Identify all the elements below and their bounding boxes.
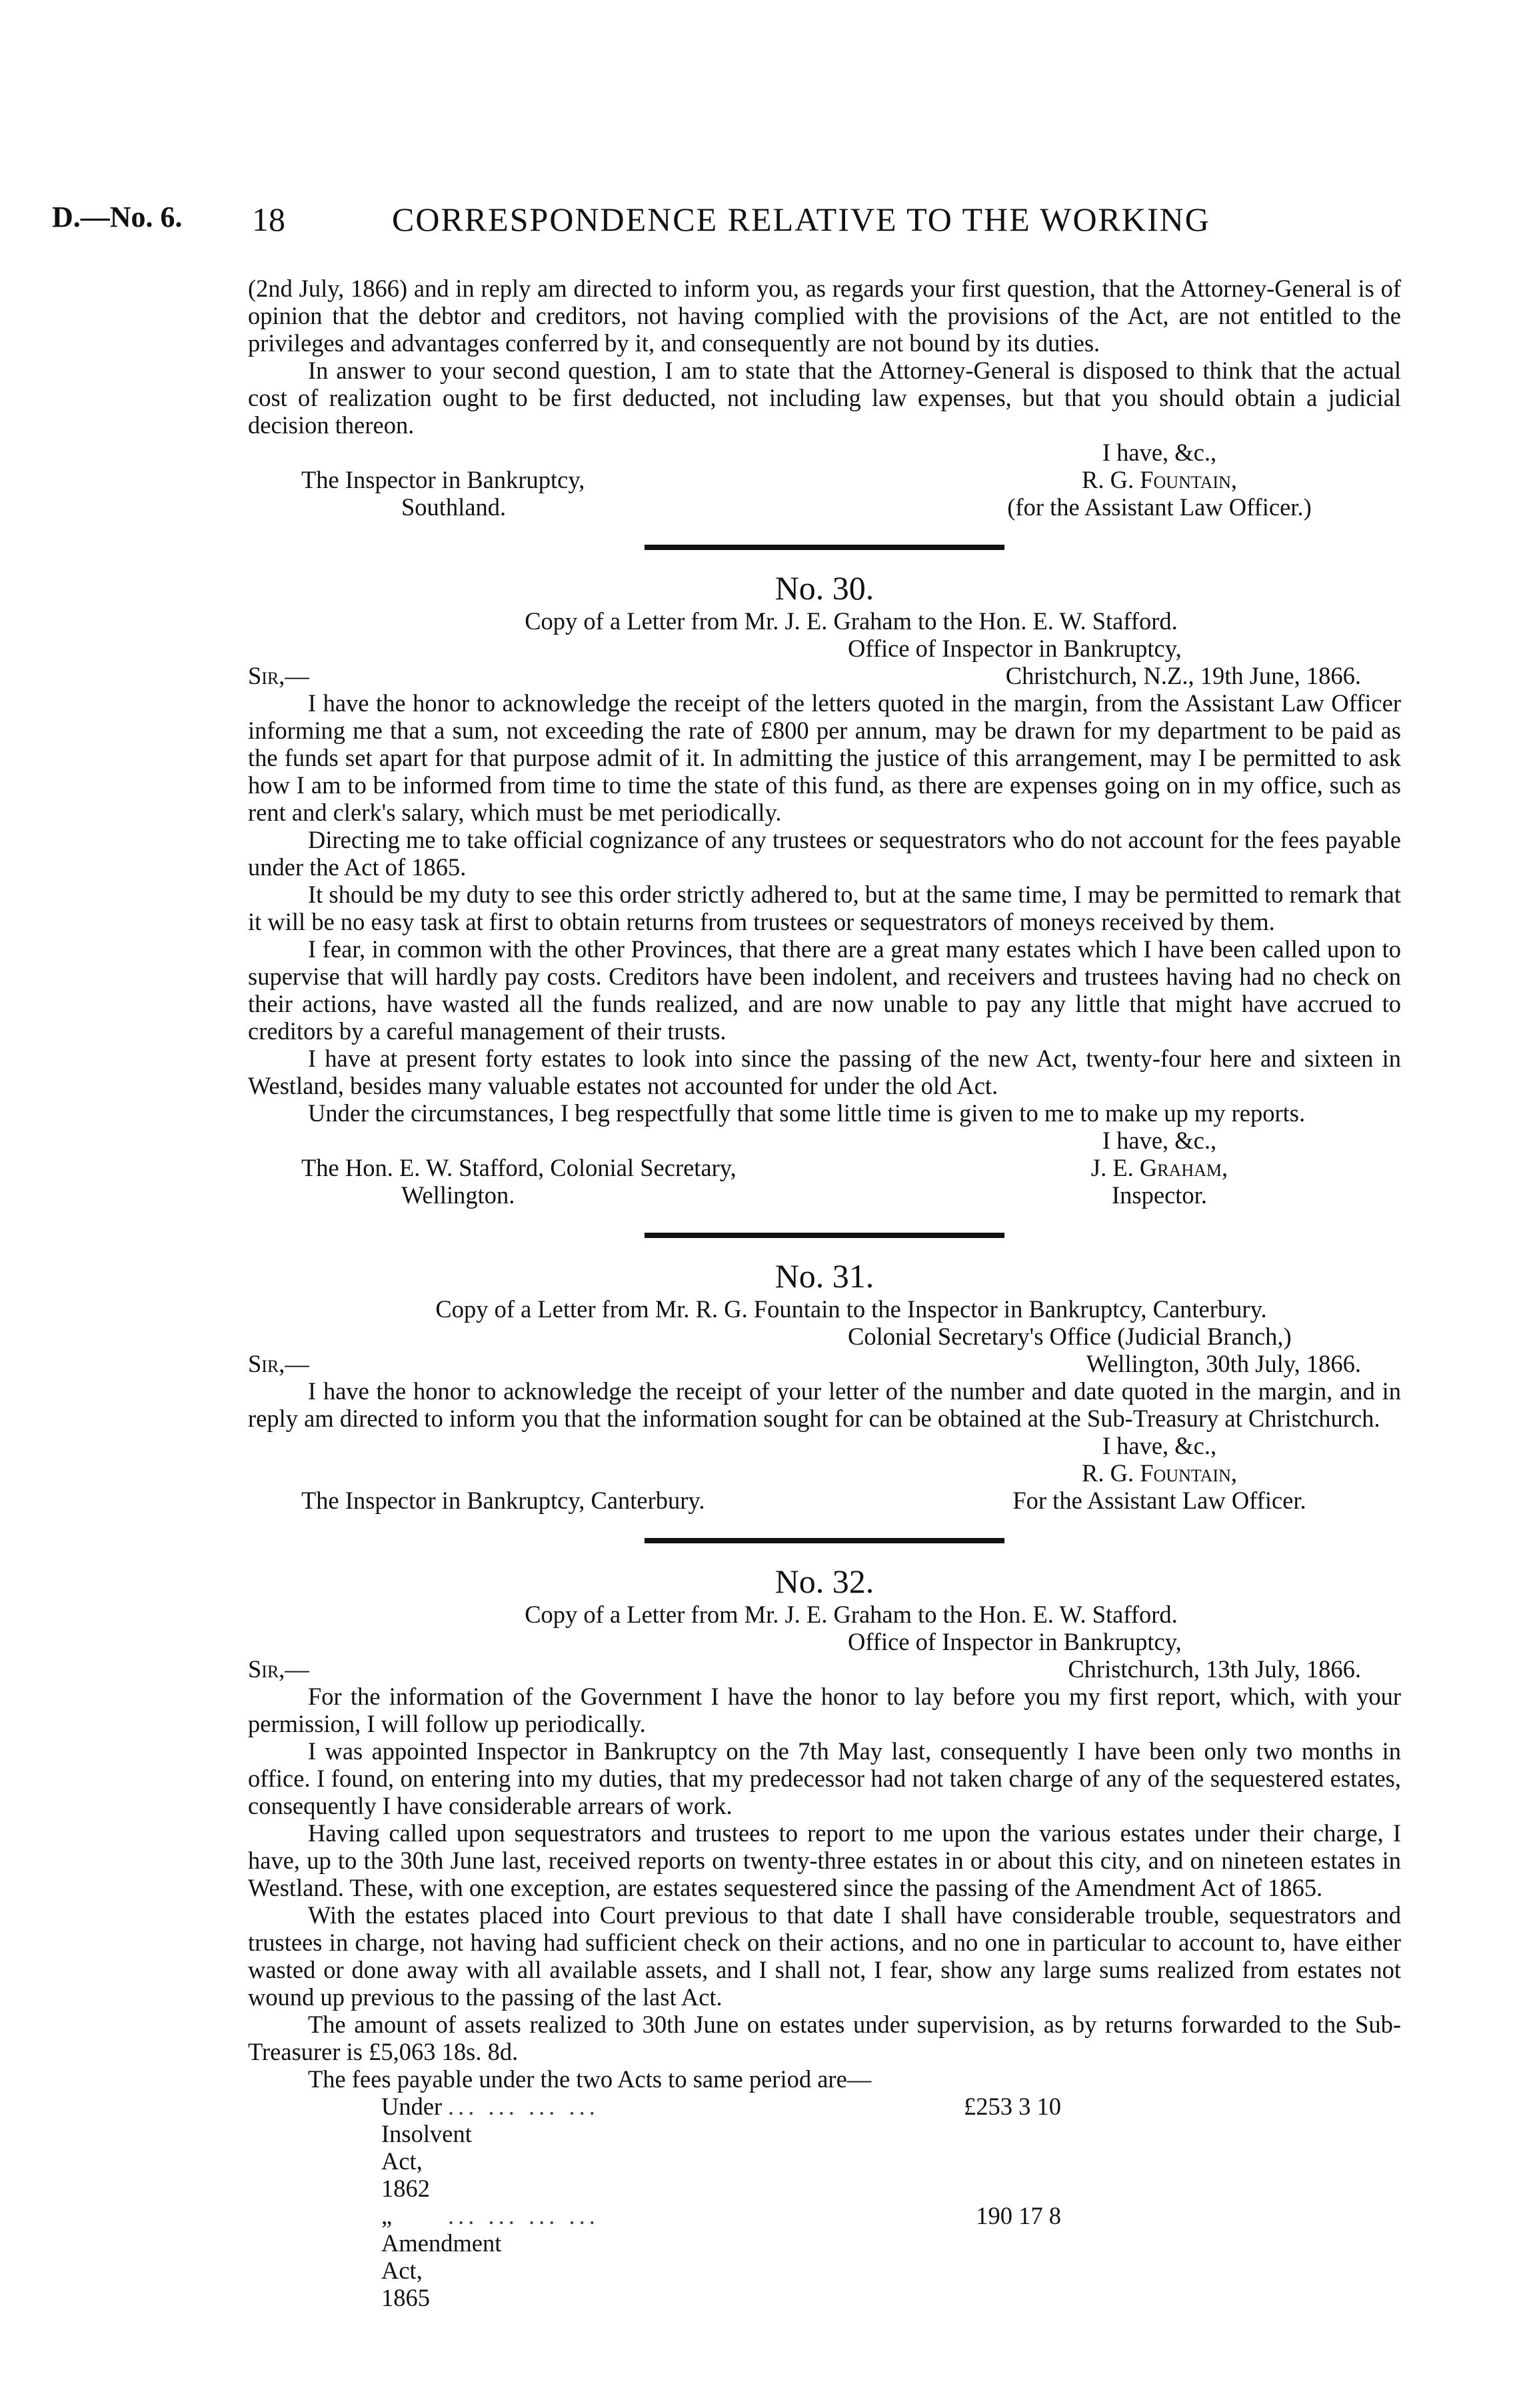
salutation: Sir,— xyxy=(248,1350,309,1377)
addressee-line: The Inspector in Bankruptcy, xyxy=(301,466,585,493)
paragraph: Under the circumstances, I beg respectfully that some little time is given to me to make up my reports. xyxy=(308,1099,1306,1127)
page-number: 18 xyxy=(252,201,285,238)
salutation-line xyxy=(248,1655,1401,1683)
signatory: R. G. Fountain, xyxy=(1082,1459,1237,1487)
signature-block xyxy=(248,439,1401,521)
letter-number: No. 32. xyxy=(774,1563,874,1600)
signature-block xyxy=(248,1432,1401,1514)
document-body xyxy=(248,275,1401,2311)
signatory-role: For the Assistant Law Officer. xyxy=(1012,1487,1306,1514)
paragraph: With the estates placed into Court previous to that date I shall have considerable trouble, sequestrators and trustees in charge, not having had sufficient check on their actions, and no one in particular to account to, have either wasted or done away with all available assets, and I shall not, I fear, show any large sums realized from estates not wound up previous to the passing of the last Act. xyxy=(248,1901,1401,2011)
letter-title: Copy of a Letter from Mr. J. E. Graham to the Hon. E. W. Stafford. xyxy=(525,1601,1178,1628)
letter-office: Colonial Secretary's Office (Judicial Branch,) xyxy=(848,1323,1292,1350)
letter-32 xyxy=(248,1562,1401,2311)
paragraph: I was appointed Inspector in Bankruptcy on the 7th May last, consequently I have been only two months in office. I found, on entering into my duties, that my predecessor had not taken charge of any of the sequestered estates, consequently I have considerable arrears of work. xyxy=(248,1737,1401,1819)
document-reference: D.—No. 6. xyxy=(52,201,183,233)
leader-dots: ... ... ... ... xyxy=(448,2202,599,2229)
paragraph: I have the honor to acknowledge the receipt of the letters quoted in the margin, from the Assistant Law Officer informing me that a sum, not exceeding the rate of £800 per annum, may be drawn for my department to be paid as the funds set apart for that purpose admit of it. In admitting the justice of this arrangement, may I be permitted to ask how I am to be informed from time to time the state of this fund, as there are expenses going on in my office, such as rent and clerk's salary, which must be met periodically. xyxy=(248,689,1401,826)
signatory-role: (for the Assistant Law Officer.) xyxy=(1007,493,1312,521)
signatory: J. E. Graham, xyxy=(1090,1154,1228,1181)
paragraph: It should be my duty to see this order strictly adhered to, but at the same time, I may be permitted to remark that it will be no easy task at first to obtain returns from trustees or sequestrators of moneys received by them. xyxy=(248,881,1401,935)
section-divider xyxy=(645,1538,1004,1543)
fee-label: Under Insolvent Act, 1862 xyxy=(381,2093,472,2202)
page-header xyxy=(52,200,1405,247)
letter-30 xyxy=(248,569,1401,1209)
addressee-place: Wellington. xyxy=(401,1181,515,1209)
paragraph: In answer to your second question, I am to state that the Attorney-General is disposed to think that the actual cost of realization ought to be first deducted, not including law expenses, but that you should obtain a judicial decision thereon. xyxy=(248,357,1401,439)
salutation-line xyxy=(248,662,1401,689)
signatory: R. G. Fountain, xyxy=(1082,466,1237,493)
letter-number: No. 30. xyxy=(774,569,874,607)
letter-31 xyxy=(248,1257,1401,1514)
paragraph: (2nd July, 1866) and in reply am directed to inform you, as regards your first question, that the Attorney-General is of opinion that the debtor and creditors, not having complied with the provisions of the Act, are not entitled to the privileges and advantages conferred by it, and consequently are not bound by its duties. xyxy=(248,275,1401,357)
paragraph: For the information of the Government I have the honor to lay before you my first report, which, with your permission, I will follow up periodically. xyxy=(248,1683,1401,1737)
section-divider xyxy=(645,545,1004,550)
place-date: Christchurch, N.Z., 19th June, 1866. xyxy=(1005,662,1361,689)
letter-number: No. 31. xyxy=(774,1257,874,1295)
closing: I have, &c., xyxy=(1102,1432,1217,1459)
letter-title: Copy of a Letter from Mr. J. E. Graham to the Hon. E. W. Stafford. xyxy=(525,607,1178,635)
salutation: Sir,— xyxy=(248,1655,309,1683)
place-date: Christchurch, 13th July, 1866. xyxy=(1068,1655,1361,1683)
closing: I have, &c., xyxy=(1102,1127,1217,1154)
fee-amount: £253 3 10 xyxy=(964,2093,1061,2120)
running-title: CORRESPONDENCE RELATIVE TO THE WORKING xyxy=(392,201,1210,238)
letter-office: Office of Inspector in Bankruptcy, xyxy=(848,635,1182,662)
addressee-line: The Inspector in Bankruptcy, Canterbury. xyxy=(301,1487,705,1514)
signature-block xyxy=(248,1127,1401,1209)
addressee-place: Southland. xyxy=(401,493,507,521)
closing: I have, &c., xyxy=(1102,439,1217,466)
fee-amount: 190 17 8 xyxy=(976,2202,1061,2229)
paragraph: I have at present forty estates to look into since the passing of the new Act, twenty-four here and sixteen in Westland, besides many valuable estates not accounted for under the old Act. xyxy=(248,1045,1401,1099)
paragraph: The fees payable under the two Acts to same period are— xyxy=(308,2065,872,2093)
paragraph: The amount of assets realized to 30th June on estates under supervision, as by returns forwarded to the Sub-Treasurer is £5,063 18s. 8d. xyxy=(248,2011,1401,2065)
paragraph: Having called upon sequestrators and trustees to report to me upon the various estates under their charge, I have, up to the 30th June last, received reports on twenty-three estates in or about this city, and on nineteen estates in Westland. These, with one exception, are estates sequestered since the passing of the Amendment Act of 1865. xyxy=(248,1819,1401,1901)
addressee-line: The Hon. E. W. Stafford, Colonial Secretary, xyxy=(301,1154,737,1181)
signatory-role: Inspector. xyxy=(1112,1181,1207,1209)
fees-table xyxy=(248,2093,1401,2311)
leader-dots: ... ... ... ... xyxy=(448,2093,599,2120)
letter-office: Office of Inspector in Bankruptcy, xyxy=(848,1628,1182,1655)
section-divider xyxy=(645,1233,1004,1238)
paragraph: I fear, in common with the other Provinces, that there are a great many estates which I have been called upon to supervise that will hardly pay costs. Creditors have been indolent, and receivers and trustees having had no check on their actions, have wasted all the funds realized, and are now unable to pay any little that might have accrued to creditors by a careful management of their trusts. xyxy=(248,935,1401,1045)
salutation-line xyxy=(248,1350,1401,1377)
fee-label: „ Amendment Act, 1865 xyxy=(381,2202,502,2311)
paragraph: I have the honor to acknowledge the receipt of your letter of the number and date quoted in the margin, and in reply am directed to inform you that the information sought for can be obtained at the Sub-Treasury at Christchurch. xyxy=(248,1377,1401,1432)
paragraph: Directing me to take official cognizance of any trustees or sequestrators who do not account for the fees payable under the Act of 1865. xyxy=(248,826,1401,881)
letter-title: Copy of a Letter from Mr. R. G. Fountain to the Inspector in Bankruptcy, Canterbury. xyxy=(435,1295,1267,1323)
intro-letter xyxy=(248,275,1401,521)
place-date: Wellington, 30th July, 1866. xyxy=(1086,1350,1361,1377)
salutation: Sir,— xyxy=(248,662,309,689)
